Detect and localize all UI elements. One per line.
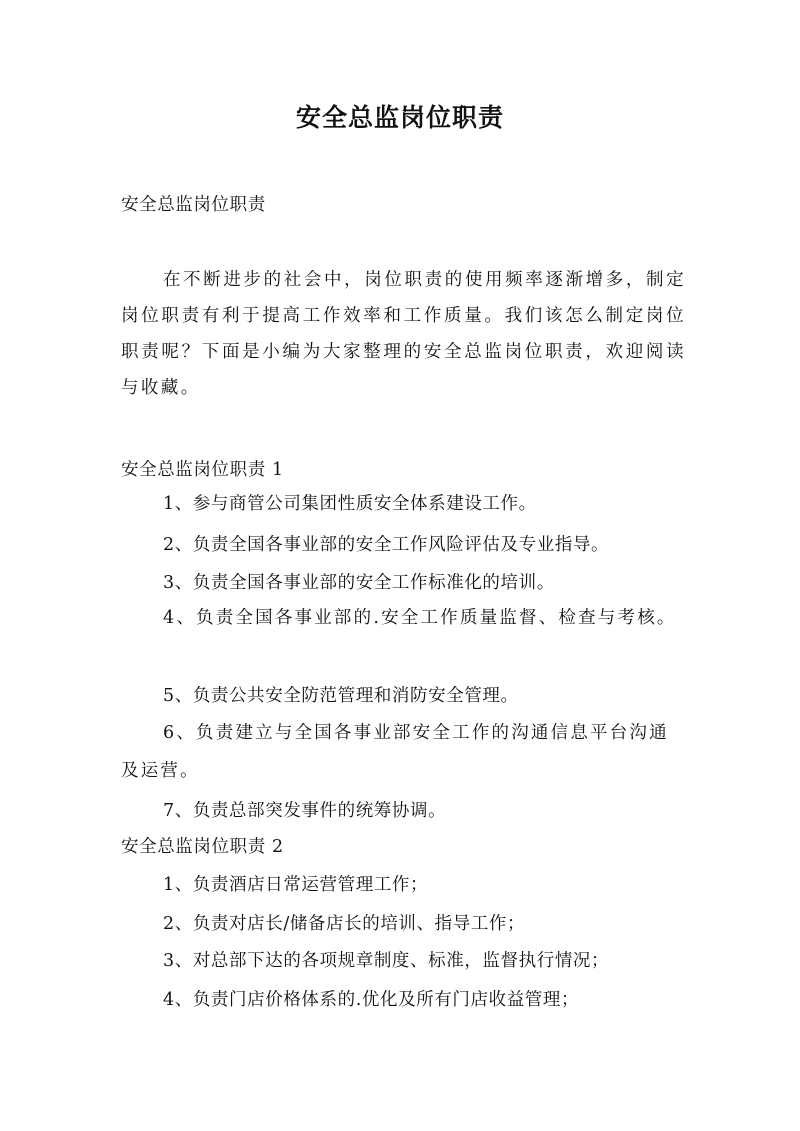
- section-2-item-4: 4、负责门店价格体系的.优化及所有门店收益管理；: [163, 990, 580, 1010]
- section-1-item-3: 3、负责全国各事业部的安全工作标准化的培训。: [163, 573, 555, 593]
- section-2-heading: 安全总监岗位职责 2: [121, 837, 284, 857]
- section-1-item-4: 4、负责全国各事业部的.安全工作质量监督、检查与考核。: [163, 608, 677, 628]
- document-subtitle: 安全总监岗位职责: [121, 195, 266, 215]
- section-1-item-6: 6、负责建立与全国各事业部安全工作的沟通信息平台沟通及运营。: [121, 723, 669, 781]
- section-1-item-5: 5、负责公共安全防范管理和消防安全管理。: [163, 686, 519, 706]
- document-title: 安全总监岗位职责: [295, 103, 504, 132]
- section-1-item-2: 2、负责全国各事业部的安全工作风险评估及专业指导。: [163, 535, 610, 555]
- section-1-item-1: 1、参与商管公司集团性质安全体系建设工作。: [163, 494, 537, 514]
- section-2-item-3: 3、对总部下达的各项规章制度、标准，监督执行情况；: [163, 951, 610, 971]
- section-2-item-2: 2、负责对店长/储备店长的培训、指导工作；: [163, 914, 526, 934]
- section-1-heading: 安全总监岗位职责 1: [121, 460, 284, 480]
- section-2-item-1: 1、负责酒店日常运营管理工作；: [163, 875, 429, 895]
- intro-paragraph: 在不断进步的社会中，岗位职责的使用频率逐渐增多，制定岗位职责有利于提高工作效率和工作质量。我们该怎么制定岗位职责呢？下面是小编为大家整理的安全总监岗位职责，欢迎阅读与收藏。: [121, 270, 686, 398]
- section-1-item-7: 7、负责总部突发事件的统筹协调。: [163, 801, 447, 821]
